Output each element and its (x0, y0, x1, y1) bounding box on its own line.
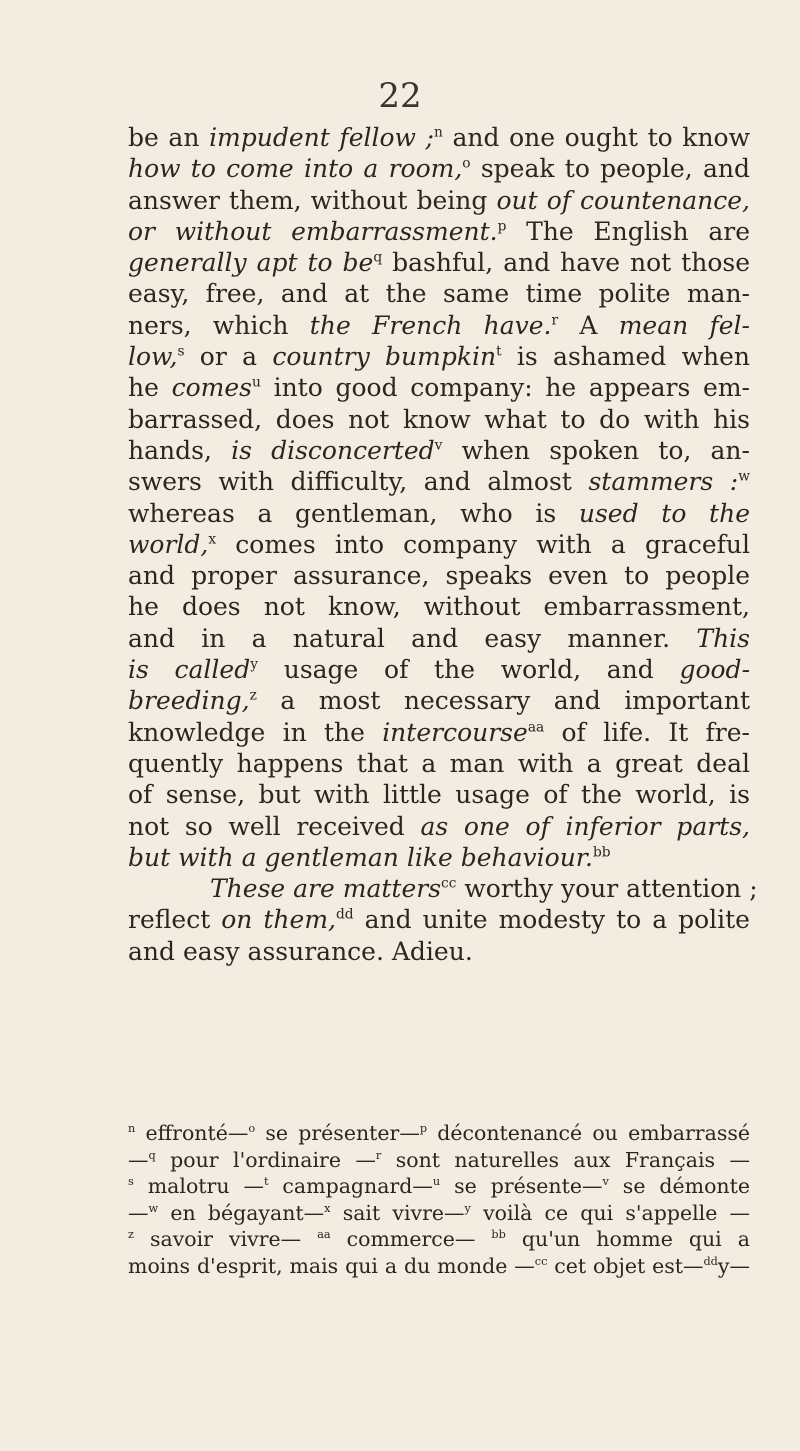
text-line: low,$^s$ or a country bumpkin$^t$ is ashamed when (128, 342, 750, 372)
text-line: knowledge in the intercourse$^{aa}$ of life. It fre- (128, 717, 751, 747)
text-line: swers with difficulty, and almost stammers :$^w$ (128, 467, 750, 497)
text-line: barrassed, does not know what to do with his (128, 404, 750, 434)
footnote-line: —$^q$ pour l'ordinaire —$^r$ sont naturelles aux Français — (128, 1147, 750, 1172)
text-line: he does not know, without embarrassment, (128, 592, 750, 622)
text-line: not so well received as one of inferior parts, (128, 811, 750, 841)
text-line: or without embarrassment.$^p$ The English are (128, 216, 750, 246)
text-line: and in a natural and easy manner. This (128, 623, 750, 653)
text-line: ners, which the French have.$^r$ A mean fel- (128, 310, 750, 340)
footnote-line: $^s$ malotru —$^t$ campagnard—$^u$ se présente—$^v$ se démonte (128, 1174, 750, 1198)
text-line: quently happens that a man with a great deal (128, 748, 750, 778)
text-line: answer them, without being out of countenance, (128, 185, 750, 215)
text-line: is called$^y$ usage of the world, and good- (128, 655, 751, 685)
text-line: but with a gentleman like behaviour.$^{bb}$ (128, 842, 611, 872)
footnote-line: $^n$ effronté—$^o$ se présenter—$^p$ décontenancé ou embarrassé (128, 1121, 750, 1145)
text-line: he comes$^u$ into good company: he appears em- (128, 373, 750, 403)
text-line: easy, free, and at the same time polite man- (128, 279, 750, 309)
text-line: and proper assurance, speaks even to people (128, 561, 750, 591)
text-line: and easy assurance. Adieu. (128, 936, 473, 966)
footnotes (128, 1120, 750, 1279)
text-line: of sense, but with little usage of the world, is (128, 780, 750, 810)
text-line: be an impudent fellow ;$^n$ and one ought to know (128, 123, 751, 152)
footnote-line: $^z$ savoir vivre— $^{aa}$ commerce— $^{bb}$ qu'un homme qui a (128, 1227, 750, 1251)
page-number: 22 (378, 76, 422, 116)
text-line: These are matters$^{cc}$ worthy your attention ; (210, 874, 758, 904)
text-line: hands, is disconcerted$^v$ when spoken to, an- (128, 435, 750, 465)
text-line: whereas a gentleman, who is used to the (128, 498, 750, 528)
body-text (128, 122, 758, 967)
text-line: reflect on them,$^{dd}$ and unite modesty to a polite (128, 905, 750, 935)
text-line: how to come into a room,$^o$ speak to people, and (128, 154, 750, 184)
footnote-line: —$^w$ en bégayant—$^x$ sait vivre—$^y$ voilà ce qui s'appelle — (128, 1200, 750, 1225)
text-line: world,$^x$ comes into company with a graceful (128, 529, 750, 559)
footnote-line: moins d'esprit, mais qui a du monde —$^{cc}$ cet objet est—$^{dd}$y— (128, 1253, 750, 1278)
text-line: breeding,$^z$ a most necessary and important (128, 686, 750, 716)
text-line: generally apt to $be^q$ bashful, and have not those (128, 248, 750, 278)
